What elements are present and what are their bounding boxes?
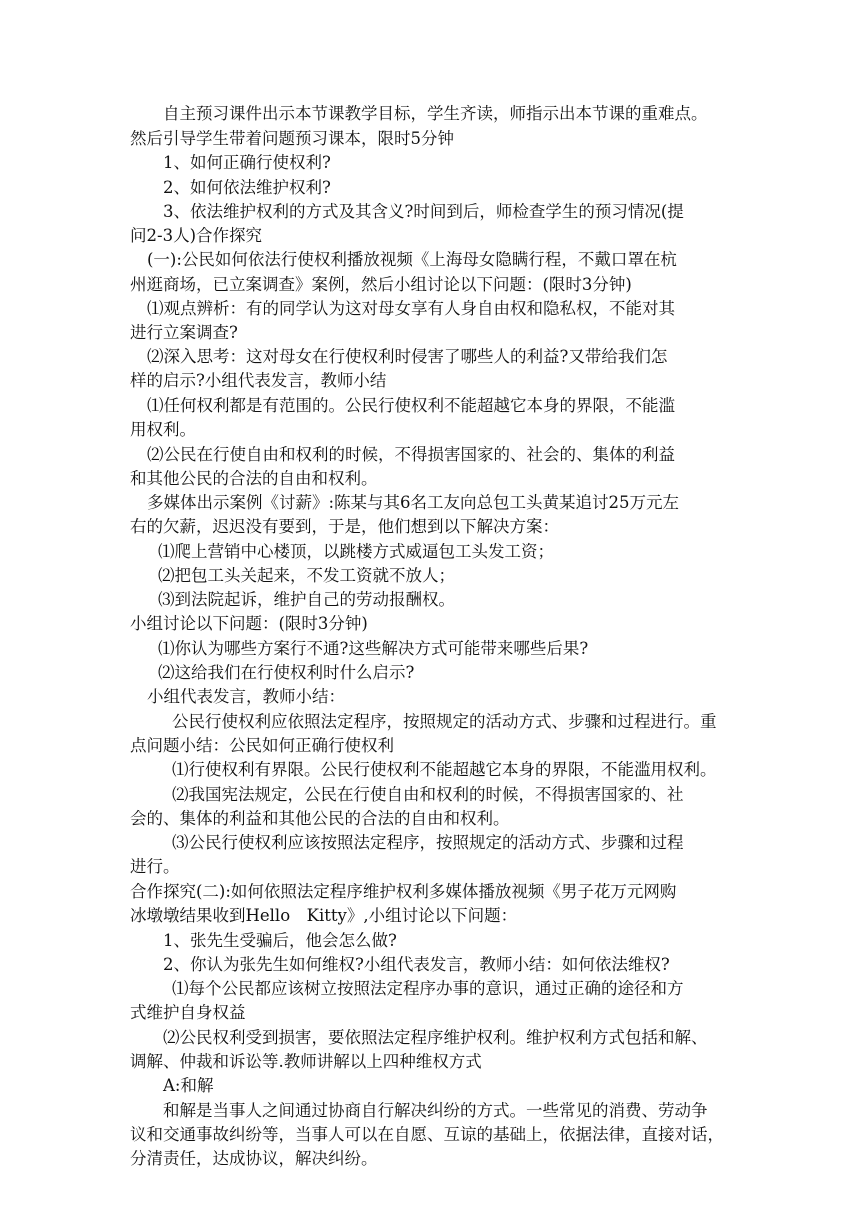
paragraph-line: 点问题小结：公民如何正确行使权利: [130, 736, 394, 755]
section-heading-line: (一):公民如何依法行使权利播放视频《上海母女隐瞒行程，不戴口罩在杭: [147, 250, 677, 269]
question-line: 1、张先生受骗后，他会怎么做?: [163, 931, 397, 950]
paragraph-line: 用权利。: [130, 420, 196, 439]
question-line: 2、如何依法维护权利?: [163, 178, 331, 197]
list-item-line: ⑶公民行使权利应该按照法定程序，按照规定的活动方式、步骤和过程: [172, 833, 684, 852]
list-item-line: ⑵把包工头关起来，不发工资就不放人；: [158, 566, 455, 585]
list-item-line: ⑵公民在行使自由和权利的时候，不得损害国家的、社会的、集体的利益: [147, 445, 675, 464]
paragraph-line: 分清责任，达成协议，解决纠纷。: [130, 1149, 378, 1168]
list-item-line: ⑴任何权利都是有范围的。公民行使权利不能超越它本身的界限，不能滥: [147, 396, 675, 415]
list-item-line: ⑴爬上营销中心楼顶，以跳楼方式威逼包工头发工资；: [158, 542, 554, 561]
paragraph-line: 自主预习课件出示本节课教学目标，学生齐读，师指示出本节课的重难点。: [163, 104, 708, 123]
paragraph-line: 会的、集体的利益和其他公民的合法的自由和权利。: [130, 809, 510, 828]
paragraph-line: 冰墩墩结果收到Hello Kitty》,小组讨论以下问题：: [130, 906, 518, 925]
paragraph-line: 议和交通事故纠纷等，当事人可以在自愿、互谅的基础上，依据法律，直接对话，: [130, 1125, 724, 1144]
list-item-line: ⑴每个公民都应该树立按照法定程序办事的意识，通过正确的途径和方: [172, 979, 684, 998]
paragraph-line: 式维护自身权益: [130, 1003, 246, 1022]
paragraph-line: 和解是当事人之间通过协商自行解决纠纷的方式。一些常见的消费、劳动争: [163, 1101, 708, 1120]
paragraph-line: 样的启示?小组代表发言，教师小结: [130, 371, 387, 390]
paragraph-line: 右的欠薪，迟迟没有要到，于是，他们想到以下解决方案：: [130, 517, 559, 536]
subheading-line: A:和解: [163, 1076, 214, 1095]
list-item-line: ⑴你认为哪些方案行不通?这些解决方式可能带来哪些后果?: [158, 639, 589, 658]
paragraph-line: 小组代表发言，教师小结：: [147, 687, 345, 706]
paragraph-line: 调解、仲裁和诉讼等.教师讲解以上四种维权方式: [130, 1052, 482, 1071]
paragraph-line: 问2-3人)合作探究: [130, 226, 263, 245]
paragraph-line: 然后引导学生带着问题预习课本，限时5分钟: [130, 129, 454, 148]
paragraph-line: 小组讨论以下问题：(限时3分钟): [130, 614, 368, 633]
section-heading-line: 合作探究(二):如何依照法定程序维护权利多媒体播放视频《男子花万元网购: [130, 882, 677, 901]
question-line: 3、依法维护权利的方式及其含义?时间到后，师检查学生的预习情况(提: [163, 202, 684, 221]
paragraph-line: 州逛商场，已立案调查》案例，然后小组讨论以下问题：(限时3分钟): [130, 275, 632, 294]
list-item-line: ⑵我国宪法规定，公民在行使自由和权利的时候，不得损害国家的、社: [172, 785, 684, 804]
list-item-line: ⑵公民权利受到损害，要依照法定程序维护权利。维护权利方式包括和解、: [163, 1028, 708, 1047]
list-item-line: ⑵深入思考：这对母女在行使权利时侵害了哪些人的利益?又带给我们怎: [147, 347, 668, 366]
paragraph-line: 进行立案调查?: [130, 323, 238, 342]
list-item-line: ⑵这给我们在行使权利时什么启示?: [158, 663, 415, 682]
question-line: 2、你认为张先生如何维权?小组代表发言，教师小结：如何依法维权?: [163, 955, 670, 974]
list-item-line: ⑶到法院起诉，维护自己的劳动报酬权。: [158, 590, 455, 609]
paragraph-line: 公民行使权利应依照法定程序，按照规定的活动方式、步骤和过程进行。重: [172, 712, 717, 731]
paragraph-line: 多媒体出示案例《讨薪》:陈某与其6名工友向总包工头黄某追讨25万元左: [147, 493, 680, 512]
list-item-line: ⑴行使权利有界限。公民行使权利不能超越它本身的界限，不能滥用权利。: [172, 760, 717, 779]
paragraph-line: 和其他公民的合法的自由和权利。: [130, 469, 378, 488]
list-item-line: ⑴观点辨析：有的同学认为这对母女享有人身自由权和隐私权，不能对其: [147, 299, 675, 318]
question-line: 1、如何正确行使权利?: [163, 153, 331, 172]
paragraph-line: 进行。: [130, 857, 180, 876]
